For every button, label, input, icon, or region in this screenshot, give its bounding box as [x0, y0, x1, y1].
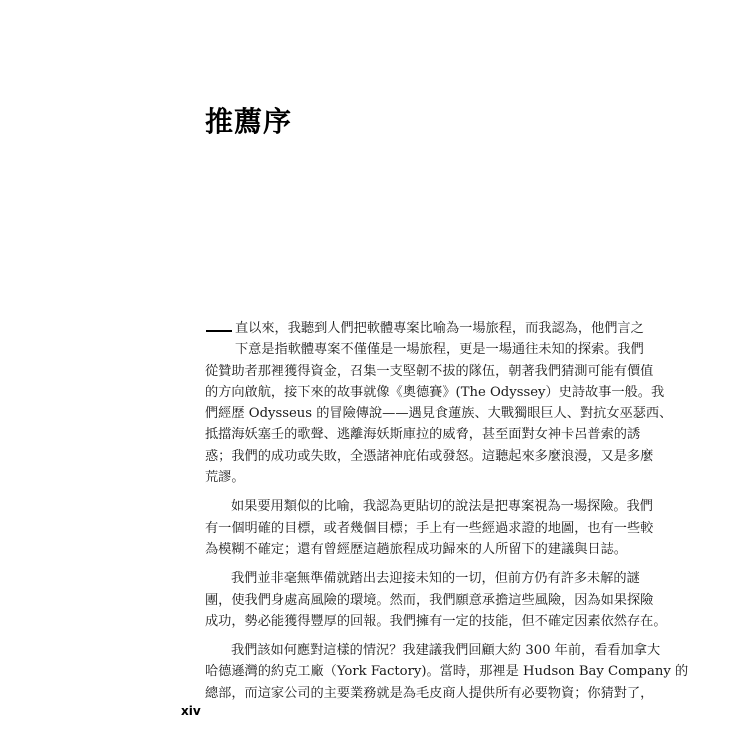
text-line: 們經歷 Odysseus 的冒險傳說——遇見食蓮族、大戰獨眼巨人、對抗女巫瑟西、 — [205, 406, 673, 422]
paragraph-2 — [205, 496, 654, 560]
text-line: 的方向啟航，接下來的故事就像《奧德賽》(The Odyssey）史詩故事一般。我 — [205, 384, 665, 400]
text-line: 下意是指軟體專案不僅僅是一場旅程，更是一場通往未知的探索。我們 — [235, 342, 644, 358]
paragraph-3 — [205, 568, 667, 632]
text-line: 為模糊不確定；還有曾經歷這趟旅程成功歸來的人所留下的建議與日誌。 — [205, 541, 627, 557]
page-number: xiv — [181, 704, 201, 718]
text-line: 有一個明確的目標，或者幾個目標；手上有一些經過求證的地圖，也有一些較 — [205, 520, 654, 536]
text-line: 我們並非毫無準備就踏出去迎接未知的一切，但前方仍有許多未解的謎 — [231, 571, 640, 587]
paragraph-4 — [205, 640, 689, 704]
text-line: 哈德遜灣的約克工廠（York Factory)。當時，那裡是 Hudson Bay Company 的 — [205, 664, 689, 680]
text-line: 總部，而這家公司的主要業務就是為毛皮商人提供所有必要物資；你猜對了， — [205, 685, 654, 701]
text-line: 抵擋海妖塞壬的歌聲、逃離海妖斯庫拉的威脅，甚至面對女神卡呂普索的誘 — [205, 427, 641, 443]
page-title: 推薦序 — [205, 105, 293, 138]
text-line: 如果要用類似的比喻，我認為更貼切的說法是把專案視為一場探險。我們 — [231, 499, 653, 515]
text-line: 惑；我們的成功或失敗，全憑諸神庇佑或發怒。這聽起來多麼浪漫，又是多麼 — [205, 448, 654, 464]
text-line: 直以來，我聽到人們把軟體專案比喻為一場旅程，而我認為，他們言之 — [235, 321, 644, 336]
paragraph-1 — [205, 318, 673, 488]
text-line: 成功，勢必能獲得豐厚的回報。我們擁有一定的技能，但不確定因素依然存在。 — [205, 613, 667, 629]
text-line: 我們該如何應對這樣的情況？我建議我們回顧大約 300 年前，看看加拿大 — [231, 643, 661, 659]
text-line: 從贊助者那裡獲得資金，召集一支堅韌不拔的隊伍，朝著我們猜測可能有價值 — [205, 363, 654, 379]
body-text — [205, 318, 689, 712]
text-line: 團，使我們身處高風險的環境。然而，我們願意承擔這些風險，因為如果探險 — [205, 592, 654, 608]
text-line: 荒謬。 — [205, 470, 245, 486]
